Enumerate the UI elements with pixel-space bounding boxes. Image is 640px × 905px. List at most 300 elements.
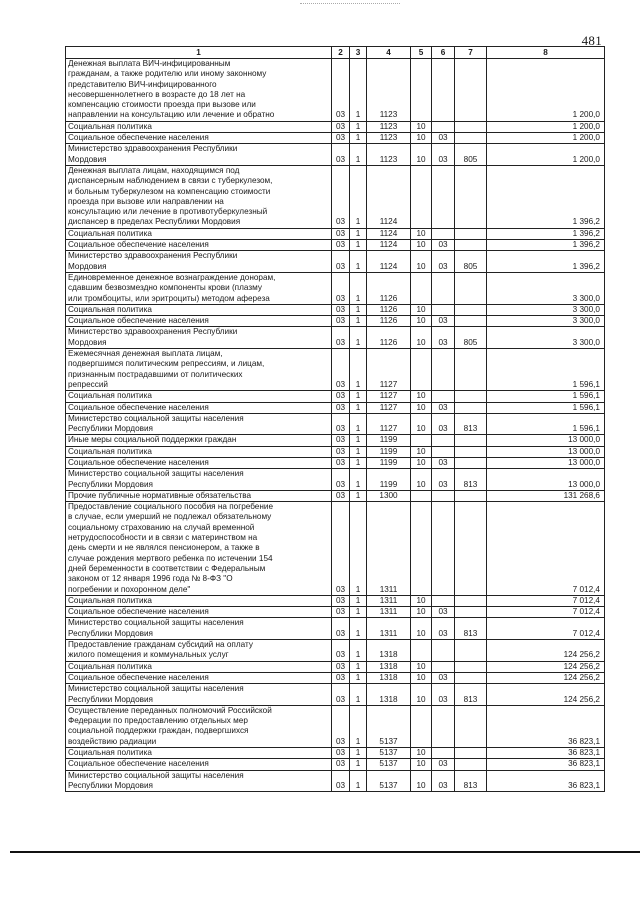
row-name-cell xyxy=(66,748,332,759)
row-name-line: Социальное обеспечение населения xyxy=(68,240,209,250)
row-name-cell xyxy=(66,251,332,273)
code-cell-c4: 1199 xyxy=(367,469,411,491)
code-cell-c7 xyxy=(455,240,487,251)
row-name-line: несовершеннолетнего в возрасте до 18 лет на xyxy=(68,89,246,99)
row-name-cell xyxy=(66,435,332,446)
code-cell-c3: 1 xyxy=(350,607,367,618)
code-cell-c3: 1 xyxy=(350,121,367,132)
row-name-line: Министерство социальной защиты населения xyxy=(68,413,244,423)
code-cell-c6 xyxy=(432,435,455,446)
code-cell-c4: 1126 xyxy=(367,304,411,315)
row-name-line: дней беременности в соответствии с Федеральным xyxy=(68,563,266,573)
code-cell-c2: 03 xyxy=(332,413,350,435)
row-name-cell xyxy=(66,316,332,327)
code-cell-c5: 10 xyxy=(411,748,432,759)
code-cell-c2: 03 xyxy=(332,251,350,273)
code-cell-c7 xyxy=(455,402,487,413)
row-name-line: Социальное обеспечение населения xyxy=(68,759,209,769)
code-cell-c4: 1124 xyxy=(367,165,411,228)
code-cell-c3: 1 xyxy=(350,304,367,315)
code-cell-c5 xyxy=(411,490,432,501)
code-cell-c5: 10 xyxy=(411,684,432,706)
code-cell-c4: 1126 xyxy=(367,272,411,304)
code-cell-c7 xyxy=(455,661,487,672)
row-name-cell xyxy=(66,457,332,468)
code-cell-c6: 03 xyxy=(432,402,455,413)
code-cell-c6: 03 xyxy=(432,144,455,166)
row-name-cell xyxy=(66,304,332,315)
code-cell-c5 xyxy=(411,165,432,228)
code-cell-c2: 03 xyxy=(332,705,350,747)
row-name-line: Министерство здравоохранения Республики xyxy=(68,251,238,261)
row-name-cell xyxy=(66,705,332,747)
row-name-cell xyxy=(66,391,332,402)
table-row xyxy=(66,748,605,759)
code-cell-c3: 1 xyxy=(350,759,367,770)
code-cell-c6: 03 xyxy=(432,413,455,435)
code-cell-c4: 1311 xyxy=(367,607,411,618)
row-name-line: подвергшимся политическим репрессиям, и лицам, xyxy=(68,359,265,369)
code-cell-c3: 1 xyxy=(350,402,367,413)
code-cell-c6: 03 xyxy=(432,770,455,792)
table-header-row xyxy=(66,47,605,59)
code-cell-c2: 03 xyxy=(332,618,350,640)
code-cell-c6: 03 xyxy=(432,618,455,640)
row-name-cell xyxy=(66,607,332,618)
code-cell-c3: 1 xyxy=(350,327,367,349)
code-cell-c2: 03 xyxy=(332,121,350,132)
table-row xyxy=(66,391,605,402)
code-cell-c2: 03 xyxy=(332,502,350,596)
row-name-line: жилого помещения и коммунальных услуг xyxy=(68,650,229,660)
code-cell-c4: 5137 xyxy=(367,770,411,792)
row-name-line: представителю ВИЧ-инфицированного xyxy=(68,79,217,89)
code-cell-c3: 1 xyxy=(350,446,367,457)
table-row xyxy=(66,446,605,457)
row-name-line: воздействию радиации xyxy=(68,736,157,746)
code-cell-c2: 03 xyxy=(332,490,350,501)
table-row xyxy=(66,228,605,239)
code-cell-c2: 03 xyxy=(332,272,350,304)
row-name-line: Социальное обеспечение населения xyxy=(68,607,209,617)
code-cell-c6 xyxy=(432,705,455,747)
code-cell-c3: 1 xyxy=(350,770,367,792)
row-name-line: Социальная политика xyxy=(68,121,152,131)
code-cell-c6 xyxy=(432,391,455,402)
code-cell-c5 xyxy=(411,59,432,122)
code-cell-c5 xyxy=(411,435,432,446)
row-name-line: Денежная выплата ВИЧ-инфицированным xyxy=(68,59,231,68)
code-cell-c7: 813 xyxy=(455,770,487,792)
row-name-line: Министерство здравоохранения Республики xyxy=(68,327,238,337)
code-cell-c6 xyxy=(432,661,455,672)
code-cell-c7: 813 xyxy=(455,684,487,706)
row-name-line: сдавшим безвозмездно компоненты крови (плазму xyxy=(68,283,262,293)
code-cell-c6 xyxy=(432,349,455,391)
code-cell-c6 xyxy=(432,304,455,315)
code-cell-c7: 805 xyxy=(455,327,487,349)
code-cell-c4: 1123 xyxy=(367,133,411,144)
table-row xyxy=(66,240,605,251)
code-cell-c4: 1311 xyxy=(367,595,411,606)
row-name-line: Республики Мордовия xyxy=(68,780,153,790)
code-cell-c6: 03 xyxy=(432,240,455,251)
code-cell-c5: 10 xyxy=(411,391,432,402)
code-cell-c5 xyxy=(411,502,432,596)
code-cell-c7: 805 xyxy=(455,144,487,166)
table-row xyxy=(66,705,605,747)
row-name-line: погребении и похоронном деле" xyxy=(68,584,191,594)
table-row xyxy=(66,327,605,349)
amount-cell: 7 012,4 xyxy=(487,618,605,640)
row-name-line: Социальное обеспечение населения xyxy=(68,133,209,143)
row-name-line: Социальная политика xyxy=(68,228,152,238)
row-name-cell xyxy=(66,144,332,166)
table-row xyxy=(66,304,605,315)
code-cell-c6 xyxy=(432,748,455,759)
row-name-cell xyxy=(66,240,332,251)
code-cell-c5: 10 xyxy=(411,469,432,491)
code-cell-c2: 03 xyxy=(332,446,350,457)
table-row xyxy=(66,672,605,683)
amount-cell: 124 256,2 xyxy=(487,661,605,672)
code-cell-c5: 10 xyxy=(411,240,432,251)
budget-table xyxy=(65,46,605,792)
amount-cell: 131 268,6 xyxy=(487,490,605,501)
code-cell-c3: 1 xyxy=(350,595,367,606)
code-cell-c7 xyxy=(455,316,487,327)
code-cell-c2: 03 xyxy=(332,672,350,683)
row-name-cell xyxy=(66,327,332,349)
row-name-line: Социальная политика xyxy=(68,661,152,671)
code-cell-c6: 03 xyxy=(432,672,455,683)
code-cell-c7 xyxy=(455,349,487,391)
row-name-line: Мордовия xyxy=(68,261,107,271)
code-cell-c2: 03 xyxy=(332,240,350,251)
code-cell-c4: 1127 xyxy=(367,349,411,391)
row-name-line: или тромбоциты, или эритроциты) методом афереза xyxy=(68,293,270,303)
code-cell-c5: 10 xyxy=(411,413,432,435)
code-cell-c6: 03 xyxy=(432,759,455,770)
row-name-cell xyxy=(66,684,332,706)
code-cell-c5: 10 xyxy=(411,402,432,413)
code-cell-c3: 1 xyxy=(350,672,367,683)
row-name-cell xyxy=(66,272,332,304)
code-cell-c2: 03 xyxy=(332,59,350,122)
row-name-line: законом от 12 января 1996 года № 8-ФЗ "О xyxy=(68,574,233,584)
row-name-line: признанным пострадавшими от политических xyxy=(68,369,243,379)
amount-cell: 7 012,4 xyxy=(487,595,605,606)
amount-cell: 1 200,0 xyxy=(487,59,605,122)
row-name-line: Прочие публичные нормативные обязательства xyxy=(68,490,252,500)
code-cell-c4: 1126 xyxy=(367,327,411,349)
row-name-cell xyxy=(66,490,332,501)
code-cell-c6: 03 xyxy=(432,607,455,618)
code-cell-c7 xyxy=(455,705,487,747)
table-row xyxy=(66,59,605,122)
code-cell-c2: 03 xyxy=(332,595,350,606)
code-cell-c6 xyxy=(432,446,455,457)
code-cell-c3: 1 xyxy=(350,59,367,122)
row-name-cell xyxy=(66,402,332,413)
row-name-line: социальному страхованию на случай временной xyxy=(68,522,255,532)
row-name-line: репрессий xyxy=(68,379,108,389)
code-cell-c2: 03 xyxy=(332,316,350,327)
code-cell-c3: 1 xyxy=(350,133,367,144)
amount-cell: 3 300,0 xyxy=(487,304,605,315)
code-cell-c2: 03 xyxy=(332,640,350,662)
code-cell-c6 xyxy=(432,490,455,501)
code-cell-c6: 03 xyxy=(432,316,455,327)
row-name-line: консультацию или лечение в противотуберкулезный xyxy=(68,207,268,217)
code-cell-c2: 03 xyxy=(332,469,350,491)
table-row xyxy=(66,684,605,706)
row-name-cell xyxy=(66,349,332,391)
code-cell-c5: 10 xyxy=(411,618,432,640)
code-cell-c5: 10 xyxy=(411,770,432,792)
code-cell-c5: 10 xyxy=(411,446,432,457)
code-cell-c2: 03 xyxy=(332,661,350,672)
amount-cell: 13 000,0 xyxy=(487,457,605,468)
row-name-line: диспансер в пределах Республики Мордовия xyxy=(68,217,241,227)
row-name-line: компенсацию стоимости проезда при вызове или xyxy=(68,100,256,110)
amount-cell: 1 396,2 xyxy=(487,240,605,251)
code-cell-c4: 1318 xyxy=(367,672,411,683)
table-row xyxy=(66,640,605,662)
code-cell-c2: 03 xyxy=(332,144,350,166)
row-name-line: гражданам, а также родителю или иному законному xyxy=(68,69,267,79)
code-cell-c7 xyxy=(455,502,487,596)
row-name-cell xyxy=(66,502,332,596)
code-cell-c6: 03 xyxy=(432,327,455,349)
code-cell-c4: 1123 xyxy=(367,59,411,122)
row-name-line: социальной поддержки граждан, подвергшихся xyxy=(68,726,249,736)
amount-cell: 7 012,4 xyxy=(487,502,605,596)
code-cell-c7 xyxy=(455,640,487,662)
code-cell-c3: 1 xyxy=(350,618,367,640)
code-cell-c3: 1 xyxy=(350,391,367,402)
code-cell-c2: 03 xyxy=(332,391,350,402)
code-cell-c4: 1311 xyxy=(367,502,411,596)
code-cell-c5: 10 xyxy=(411,327,432,349)
code-cell-c5: 10 xyxy=(411,304,432,315)
row-name-cell xyxy=(66,446,332,457)
column-header-8: 8 xyxy=(487,47,605,59)
code-cell-c4: 1311 xyxy=(367,618,411,640)
row-name-line: Министерство социальной защиты населения xyxy=(68,770,244,780)
row-name-line: Предоставление социального пособия на погребение xyxy=(68,502,274,512)
code-cell-c3: 1 xyxy=(350,457,367,468)
amount-cell: 13 000,0 xyxy=(487,446,605,457)
row-name-line: направлении на консультацию или лечение и обратно xyxy=(68,110,275,120)
code-cell-c4: 1318 xyxy=(367,661,411,672)
code-cell-c5: 10 xyxy=(411,133,432,144)
amount-cell: 1 396,2 xyxy=(487,165,605,228)
row-name-line: Министерство социальной защиты населения xyxy=(68,684,244,694)
column-header-2: 2 xyxy=(332,47,350,59)
row-name-line: Социальная политика xyxy=(68,304,152,314)
bottom-rule xyxy=(10,851,640,853)
code-cell-c3: 1 xyxy=(350,469,367,491)
table-row xyxy=(66,435,605,446)
amount-cell: 13 000,0 xyxy=(487,435,605,446)
row-name-cell xyxy=(66,165,332,228)
code-cell-c6: 03 xyxy=(432,469,455,491)
code-cell-c4: 1318 xyxy=(367,684,411,706)
amount-cell: 1 596,1 xyxy=(487,402,605,413)
code-cell-c5 xyxy=(411,705,432,747)
table-row xyxy=(66,661,605,672)
table-row xyxy=(66,133,605,144)
code-cell-c7 xyxy=(455,304,487,315)
row-name-line: Республики Мордовия xyxy=(68,424,153,434)
table-row xyxy=(66,316,605,327)
code-cell-c3: 1 xyxy=(350,251,367,273)
row-name-line: день смерти и не являлся пенсионером, а также в xyxy=(68,543,260,553)
row-name-cell xyxy=(66,595,332,606)
row-name-line: нетрудоспособности и в связи с материнством на xyxy=(68,533,258,543)
code-cell-c4: 1127 xyxy=(367,413,411,435)
amount-cell: 1 200,0 xyxy=(487,144,605,166)
code-cell-c5: 10 xyxy=(411,607,432,618)
code-cell-c3: 1 xyxy=(350,144,367,166)
code-cell-c7 xyxy=(455,272,487,304)
amount-cell: 13 000,0 xyxy=(487,469,605,491)
amount-cell: 7 012,4 xyxy=(487,607,605,618)
code-cell-c2: 03 xyxy=(332,684,350,706)
code-cell-c4: 1124 xyxy=(367,240,411,251)
code-cell-c7 xyxy=(455,228,487,239)
column-header-7: 7 xyxy=(455,47,487,59)
code-cell-c4: 1123 xyxy=(367,121,411,132)
code-cell-c7 xyxy=(455,759,487,770)
code-cell-c2: 03 xyxy=(332,759,350,770)
code-cell-c3: 1 xyxy=(350,640,367,662)
row-name-line: Денежная выплата лицам, находящимся под xyxy=(68,165,240,175)
table-row xyxy=(66,251,605,273)
amount-cell: 3 300,0 xyxy=(487,272,605,304)
row-name-line: проезда при вызове или направлении на xyxy=(68,196,224,206)
code-cell-c3: 1 xyxy=(350,228,367,239)
code-cell-c4: 1199 xyxy=(367,446,411,457)
code-cell-c4: 1199 xyxy=(367,457,411,468)
table-row xyxy=(66,272,605,304)
code-cell-c6 xyxy=(432,640,455,662)
code-cell-c4: 5137 xyxy=(367,705,411,747)
amount-cell: 1 200,0 xyxy=(487,133,605,144)
code-cell-c3: 1 xyxy=(350,661,367,672)
row-name-line: Социальная политика xyxy=(68,748,152,757)
amount-cell: 36 823,1 xyxy=(487,770,605,792)
amount-cell: 124 256,2 xyxy=(487,640,605,662)
code-cell-c7 xyxy=(455,457,487,468)
code-cell-c2: 03 xyxy=(332,457,350,468)
row-name-line: Республики Мордовия xyxy=(68,628,153,638)
amount-cell: 3 300,0 xyxy=(487,327,605,349)
code-cell-c4: 1124 xyxy=(367,251,411,273)
code-cell-c2: 03 xyxy=(332,402,350,413)
table-row xyxy=(66,618,605,640)
amount-cell: 36 823,1 xyxy=(487,759,605,770)
code-cell-c3: 1 xyxy=(350,435,367,446)
code-cell-c7 xyxy=(455,607,487,618)
row-name-line: диспансерным наблюдением в связи с туберкулезом, xyxy=(68,176,273,186)
code-cell-c2: 03 xyxy=(332,349,350,391)
code-cell-c3: 1 xyxy=(350,413,367,435)
code-cell-c7 xyxy=(455,490,487,501)
row-name-line: Социальное обеспечение населения xyxy=(68,402,209,412)
code-cell-c7: 813 xyxy=(455,618,487,640)
table-row xyxy=(66,770,605,792)
amount-cell: 1 396,2 xyxy=(487,251,605,273)
amount-cell: 124 256,2 xyxy=(487,684,605,706)
row-name-line: Социальное обеспечение населения xyxy=(68,457,209,467)
amount-cell: 36 823,1 xyxy=(487,705,605,747)
row-name-line: Предоставление гражданам субсидий на оплату xyxy=(68,640,253,650)
row-name-line: Социальная политика xyxy=(68,595,152,605)
code-cell-c5: 10 xyxy=(411,672,432,683)
code-cell-c3: 1 xyxy=(350,502,367,596)
code-cell-c7 xyxy=(455,446,487,457)
column-header-6: 6 xyxy=(432,47,455,59)
row-name-cell xyxy=(66,413,332,435)
row-name-line: Иные меры социальной поддержки граждан xyxy=(68,435,237,445)
code-cell-c7: 813 xyxy=(455,469,487,491)
code-cell-c2: 03 xyxy=(332,327,350,349)
code-cell-c4: 1318 xyxy=(367,640,411,662)
code-cell-c7 xyxy=(455,165,487,228)
row-name-cell xyxy=(66,59,332,122)
code-cell-c3: 1 xyxy=(350,165,367,228)
code-cell-c5 xyxy=(411,640,432,662)
row-name-line: Республики Мордовия xyxy=(68,694,153,704)
row-name-line: Республики Мордовия xyxy=(68,479,153,489)
code-cell-c6 xyxy=(432,165,455,228)
table-row xyxy=(66,469,605,491)
table-row xyxy=(66,502,605,596)
amount-cell: 124 256,2 xyxy=(487,672,605,683)
code-cell-c3: 1 xyxy=(350,316,367,327)
row-name-cell xyxy=(66,618,332,640)
table-row xyxy=(66,144,605,166)
amount-cell: 1 596,1 xyxy=(487,413,605,435)
code-cell-c2: 03 xyxy=(332,228,350,239)
code-cell-c5: 10 xyxy=(411,121,432,132)
code-cell-c5: 10 xyxy=(411,144,432,166)
code-cell-c5: 10 xyxy=(411,251,432,273)
table-row xyxy=(66,121,605,132)
code-cell-c6: 03 xyxy=(432,251,455,273)
code-cell-c3: 1 xyxy=(350,490,367,501)
column-header-5: 5 xyxy=(411,47,432,59)
code-cell-c6: 03 xyxy=(432,684,455,706)
row-name-line: Социальное обеспечение населения xyxy=(68,316,209,326)
code-cell-c6: 03 xyxy=(432,457,455,468)
row-name-line: Ежемесячная денежная выплата лицам, xyxy=(68,349,223,359)
row-name-line: Федерации по предоставлению отдельных мер xyxy=(68,716,248,726)
code-cell-c2: 03 xyxy=(332,165,350,228)
table-row xyxy=(66,349,605,391)
code-cell-c3: 1 xyxy=(350,272,367,304)
code-cell-c2: 03 xyxy=(332,435,350,446)
amount-cell: 1 396,2 xyxy=(487,228,605,239)
code-cell-c4: 5137 xyxy=(367,759,411,770)
column-header-3: 3 xyxy=(350,47,367,59)
row-name-line: Министерство социальной защиты населения xyxy=(68,618,244,628)
code-cell-c5: 10 xyxy=(411,228,432,239)
row-name-cell xyxy=(66,640,332,662)
budget-table-container xyxy=(65,46,604,792)
